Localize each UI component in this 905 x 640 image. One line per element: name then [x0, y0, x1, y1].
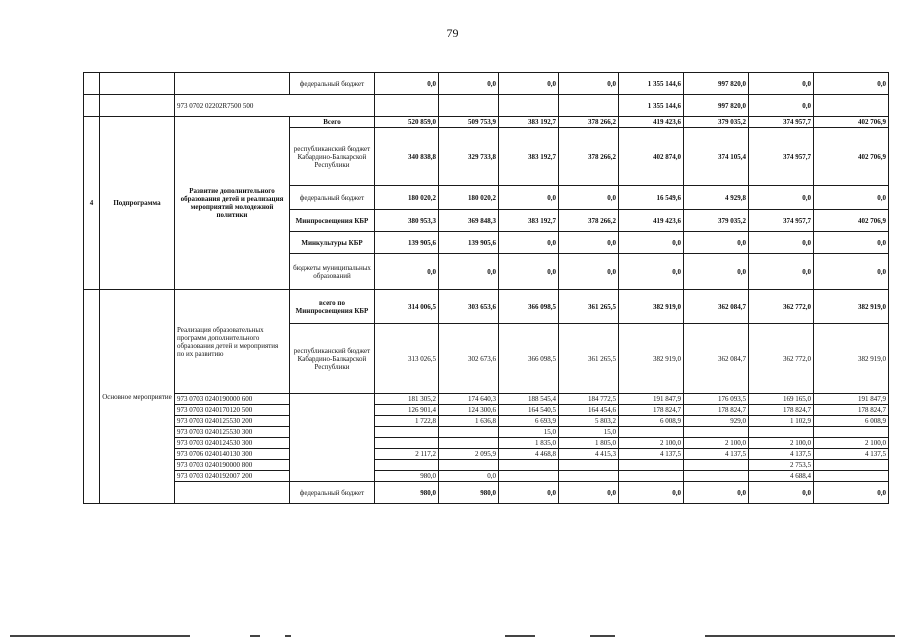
value-cell: 4 137,5: [619, 449, 684, 460]
value-cell: 5 803,2: [559, 416, 619, 427]
value-cell: 0,0: [814, 232, 889, 254]
budget-code-cell: 973 0703 0240170120 500: [175, 405, 290, 416]
value-cell: 379 035,2: [684, 210, 749, 232]
value-cell: 1 355 144,6: [619, 73, 684, 95]
value-cell: [375, 427, 439, 438]
value-cell: 382 919,0: [619, 324, 684, 394]
program-name-cell: Реализация образовательных программ дополнительного образования детей и мероприятия по их развитию: [175, 290, 290, 394]
value-cell: 0,0: [619, 232, 684, 254]
value-cell: 380 953,3: [375, 210, 439, 232]
source-cell: всего по Минпросвещения КБР: [290, 290, 375, 324]
table-row: [84, 460, 889, 471]
value-cell: 313 026,5: [375, 324, 439, 394]
value-cell: 980,0: [439, 482, 499, 504]
value-cell: 929,0: [684, 416, 749, 427]
value-cell: 379 035,2: [684, 117, 749, 128]
value-cell: 378 266,2: [559, 210, 619, 232]
value-cell: 4 468,8: [499, 449, 559, 460]
value-cell: 0,0: [559, 186, 619, 210]
source-cell: Всего: [290, 117, 375, 128]
page-number: 79: [446, 26, 459, 40]
source-cell: федеральный бюджет: [290, 482, 375, 504]
value-cell: [375, 438, 439, 449]
status-cell: Основное мероприятие: [100, 290, 175, 504]
value-cell: 2 117,2: [375, 449, 439, 460]
status-cell: Подпрограмма: [100, 117, 175, 290]
value-cell: [814, 471, 889, 482]
source-cell: федеральный бюджет: [290, 73, 375, 95]
value-cell: 124 300,6: [439, 405, 499, 416]
value-cell: 382 919,0: [619, 290, 684, 324]
value-cell: 126 901,4: [375, 405, 439, 416]
value-cell: 402 706,9: [814, 210, 889, 232]
table-row: [84, 471, 889, 482]
value-cell: 1 722,8: [375, 416, 439, 427]
value-cell: 0,0: [559, 482, 619, 504]
value-cell: 2 100,0: [749, 438, 814, 449]
value-cell: 0,0: [499, 73, 559, 95]
value-cell: 2 100,0: [684, 438, 749, 449]
value-cell: 509 753,9: [439, 117, 499, 128]
value-cell: [684, 460, 749, 471]
budget-code-cell: 973 0702 02202R7500 500: [175, 95, 375, 117]
scan-edge-artifact: [0, 632, 905, 640]
value-cell: [499, 95, 559, 117]
value-cell: [439, 460, 499, 471]
budget-code-cell: 973 0703 0240124530 300: [175, 438, 290, 449]
value-cell: [559, 95, 619, 117]
value-cell: 181 305,2: [375, 394, 439, 405]
source-cell: Минпросвещения КБР: [290, 210, 375, 232]
value-cell: 16 549,6: [619, 186, 684, 210]
value-cell: 0,0: [619, 254, 684, 290]
value-cell: 0,0: [439, 471, 499, 482]
value-cell: 419 423,6: [619, 117, 684, 128]
value-cell: 0,0: [375, 73, 439, 95]
budget-code-cell: 973 0703 0240125530 300: [175, 427, 290, 438]
value-cell: 4 688,4: [749, 471, 814, 482]
value-cell: 184 772,5: [559, 394, 619, 405]
value-cell: 4 929,8: [684, 186, 749, 210]
value-cell: 382 919,0: [814, 290, 889, 324]
value-cell: 1 636,8: [439, 416, 499, 427]
value-cell: 15,0: [559, 427, 619, 438]
value-cell: 980,0: [375, 471, 439, 482]
value-cell: 0,0: [814, 186, 889, 210]
value-cell: 6 008,9: [619, 416, 684, 427]
value-cell: 302 673,6: [439, 324, 499, 394]
value-cell: 0,0: [619, 482, 684, 504]
value-cell: 378 266,2: [559, 117, 619, 128]
table-row: [84, 438, 889, 449]
value-cell: 340 838,8: [375, 128, 439, 186]
value-cell: 366 098,5: [499, 324, 559, 394]
value-cell: 188 545,4: [499, 394, 559, 405]
value-cell: 303 653,6: [439, 290, 499, 324]
value-cell: 6 693,9: [499, 416, 559, 427]
value-cell: 174 640,3: [439, 394, 499, 405]
value-cell: 0,0: [684, 482, 749, 504]
value-cell: [684, 471, 749, 482]
value-cell: 2 100,0: [814, 438, 889, 449]
budget-code-cell: 973 0706 0240140130 300: [175, 449, 290, 460]
program-name-cell: Развитие дополнительного образования детей и реализация мероприятий молодежной политики: [175, 117, 290, 290]
value-cell: 374 957,7: [749, 128, 814, 186]
value-cell: 0,0: [499, 254, 559, 290]
value-cell: [619, 460, 684, 471]
value-cell: 176 093,5: [684, 394, 749, 405]
value-cell: 4 137,5: [814, 449, 889, 460]
source-cell: федеральный бюджет: [290, 186, 375, 210]
value-cell: 0,0: [559, 73, 619, 95]
row-number-cell: 4: [84, 117, 100, 290]
value-cell: 164 540,5: [499, 405, 559, 416]
value-cell: [439, 427, 499, 438]
table-row: [84, 394, 889, 405]
value-cell: 366 098,5: [499, 290, 559, 324]
value-cell: 383 192,7: [499, 210, 559, 232]
value-cell: 314 006,5: [375, 290, 439, 324]
table-row: [84, 405, 889, 416]
value-cell: 382 919,0: [814, 324, 889, 394]
value-cell: 139 905,6: [375, 232, 439, 254]
value-cell: 0,0: [439, 254, 499, 290]
value-cell: 0,0: [499, 232, 559, 254]
value-cell: 1 835,0: [499, 438, 559, 449]
value-cell: [559, 471, 619, 482]
value-cell: 374 957,7: [749, 117, 814, 128]
value-cell: 180 020,2: [439, 186, 499, 210]
value-cell: 1 102,9: [749, 416, 814, 427]
table-row: [84, 427, 889, 438]
budget-code-cell: 973 0703 0240192007 200: [175, 471, 290, 482]
value-cell: 2 100,0: [619, 438, 684, 449]
value-cell: 0,0: [559, 232, 619, 254]
value-cell: 0,0: [749, 482, 814, 504]
value-cell: [559, 460, 619, 471]
value-cell: 0,0: [684, 232, 749, 254]
value-cell: [375, 95, 439, 117]
value-cell: 139 905,6: [439, 232, 499, 254]
value-cell: 419 423,6: [619, 210, 684, 232]
value-cell: 164 454,6: [559, 405, 619, 416]
value-cell: 191 847,9: [619, 394, 684, 405]
value-cell: 362 084,7: [684, 290, 749, 324]
value-cell: [684, 427, 749, 438]
value-cell: 169 165,0: [749, 394, 814, 405]
budget-code-cell: 973 0703 0240190000 800: [175, 460, 290, 471]
value-cell: 1 805,0: [559, 438, 619, 449]
value-cell: 0,0: [375, 254, 439, 290]
value-cell: 361 265,5: [559, 324, 619, 394]
value-cell: 0,0: [814, 254, 889, 290]
value-cell: [439, 438, 499, 449]
value-cell: 0,0: [499, 482, 559, 504]
value-cell: 4 415,3: [559, 449, 619, 460]
value-cell: [375, 460, 439, 471]
value-cell: 0,0: [684, 254, 749, 290]
table-row: [84, 73, 889, 95]
value-cell: 520 859,0: [375, 117, 439, 128]
value-cell: 191 847,9: [814, 394, 889, 405]
value-cell: 980,0: [375, 482, 439, 504]
table-row: [84, 95, 889, 117]
value-cell: 0,0: [559, 254, 619, 290]
value-cell: 4 137,5: [684, 449, 749, 460]
value-cell: 1 355 144,6: [619, 95, 684, 117]
source-cell: республиканский бюджет Кабардино-Балкарской Республики: [290, 128, 375, 186]
table-row: [84, 482, 889, 504]
value-cell: 329 733,8: [439, 128, 499, 186]
value-cell: 178 824,7: [684, 405, 749, 416]
budget-code-cell: 973 0703 0240190000 600: [175, 394, 290, 405]
value-cell: 997 820,0: [684, 73, 749, 95]
value-cell: 402 706,9: [814, 117, 889, 128]
value-cell: 178 824,7: [749, 405, 814, 416]
value-cell: [499, 471, 559, 482]
value-cell: 361 265,5: [559, 290, 619, 324]
value-cell: [499, 460, 559, 471]
value-cell: 0,0: [749, 73, 814, 95]
value-cell: [439, 95, 499, 117]
value-cell: 0,0: [814, 482, 889, 504]
table-row: [84, 117, 889, 128]
value-cell: 362 772,0: [749, 324, 814, 394]
value-cell: 2 095,9: [439, 449, 499, 460]
value-cell: 402 874,0: [619, 128, 684, 186]
source-cell: Минкультуры КБР: [290, 232, 375, 254]
value-cell: [814, 427, 889, 438]
value-cell: 6 008,9: [814, 416, 889, 427]
table-row: [84, 449, 889, 460]
value-cell: [619, 471, 684, 482]
value-cell: [619, 427, 684, 438]
source-cell: республиканский бюджет Кабардино-Балкарской Республики: [290, 324, 375, 394]
value-cell: 178 824,7: [619, 405, 684, 416]
value-cell: 0,0: [749, 186, 814, 210]
value-cell: 362 772,0: [749, 290, 814, 324]
value-cell: 0,0: [749, 254, 814, 290]
source-cell: бюджеты муниципальных образований: [290, 254, 375, 290]
budget-code-cell: 973 0703 0240125530 200: [175, 416, 290, 427]
value-cell: 402 706,9: [814, 128, 889, 186]
value-cell: [814, 95, 889, 117]
value-cell: 374 105,4: [684, 128, 749, 186]
value-cell: 0,0: [749, 95, 814, 117]
value-cell: 2 753,5: [749, 460, 814, 471]
value-cell: 180 020,2: [375, 186, 439, 210]
value-cell: 0,0: [439, 73, 499, 95]
value-cell: 997 820,0: [684, 95, 749, 117]
value-cell: 15,0: [499, 427, 559, 438]
budget-table: [83, 72, 889, 504]
value-cell: 378 266,2: [559, 128, 619, 186]
value-cell: 369 848,3: [439, 210, 499, 232]
value-cell: [749, 427, 814, 438]
value-cell: [814, 460, 889, 471]
value-cell: 0,0: [749, 232, 814, 254]
value-cell: 362 084,7: [684, 324, 749, 394]
table-row: [84, 416, 889, 427]
value-cell: 4 137,5: [749, 449, 814, 460]
table-row: [84, 290, 889, 324]
value-cell: 374 957,7: [749, 210, 814, 232]
value-cell: 383 192,7: [499, 117, 559, 128]
value-cell: 178 824,7: [814, 405, 889, 416]
value-cell: 383 192,7: [499, 128, 559, 186]
value-cell: 0,0: [499, 186, 559, 210]
value-cell: 0,0: [814, 73, 889, 95]
